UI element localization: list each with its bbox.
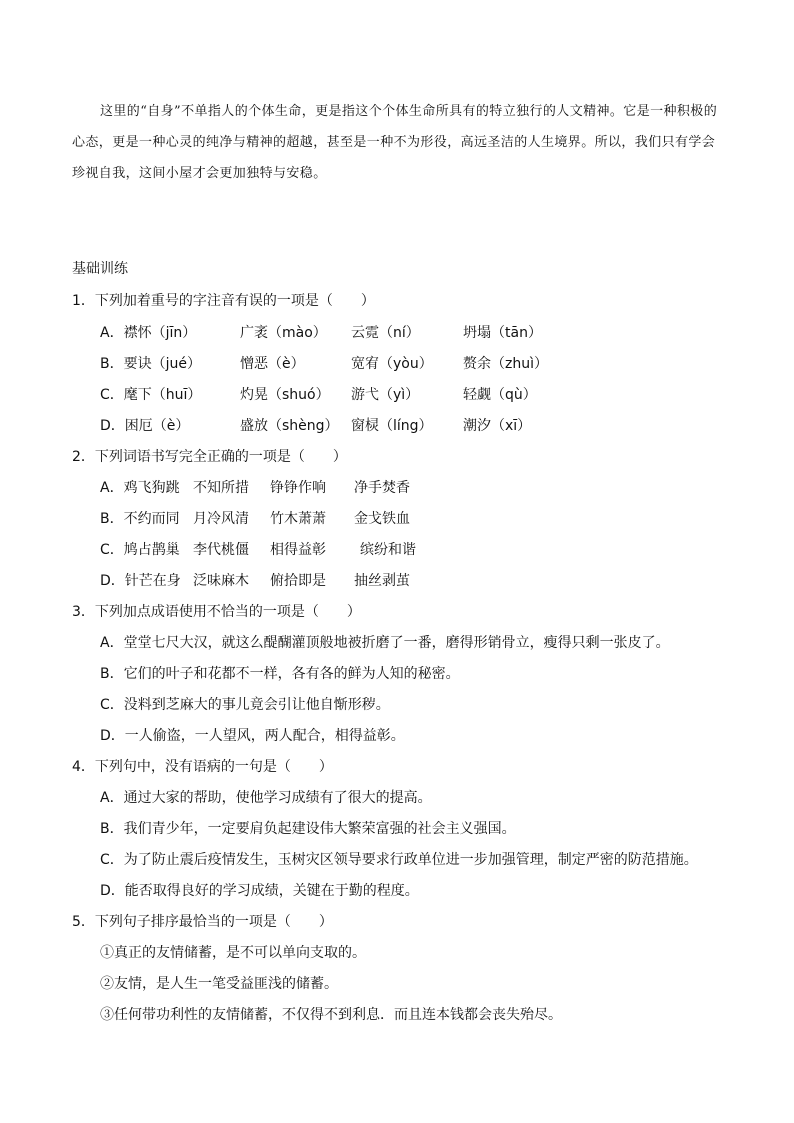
option-cell: 憎恶（è） <box>240 356 305 372</box>
question-5-sentence-2: ②友情，是人生一笔受益匪浅的储蓄。 <box>100 976 338 992</box>
option-cell: 泛味麻木 <box>193 573 249 589</box>
option-cell: 赘余（zhuì） <box>463 356 548 372</box>
question-3-option-c: C．没料到芝麻大的事儿竟会引让他自惭形秽。 <box>100 697 390 713</box>
option-cell: 月冷风清 <box>193 511 249 527</box>
option-cell: 缤纷和谐 <box>360 542 416 558</box>
option-cell: 灼晃（shuó） <box>240 387 330 403</box>
option-cell: 李代桃僵 <box>193 542 249 558</box>
question-2-stem: 2．下列词语书写完全正确的一项是（ ） <box>72 449 347 465</box>
question-3-option-d: D．一人偷盗，一人望风，两人配合，相得益彰。 <box>100 728 405 744</box>
question-4-option-b: B．我们青少年，一定要肩负起建设伟大繁荣富强的社会主义强国。 <box>100 821 516 837</box>
option-cell: 不知所措 <box>193 480 249 496</box>
option-cell: B．不约而同 <box>100 511 180 527</box>
option-cell: A．襟怀（jīn） <box>100 325 197 341</box>
option-cell: 净手焚香 <box>354 480 410 496</box>
option-cell: 金戈铁血 <box>354 511 410 527</box>
question-5-stem: 5．下列句子排序最恰当的一项是（ ） <box>72 914 333 930</box>
option-cell: D．困厄（è） <box>100 418 190 434</box>
option-cell: 广袤（mào） <box>240 325 327 341</box>
section-title: 基础训练 <box>72 261 128 277</box>
question-3-stem: 3．下列加点成语使用不恰当的一项是（ ） <box>72 604 361 620</box>
option-cell: 潮汐（xī） <box>463 418 532 434</box>
option-cell: 窗棂（líng） <box>351 418 433 434</box>
option-cell: C．鸠占鹊巢 <box>100 542 180 558</box>
option-cell: B．要诀（jué） <box>100 356 201 372</box>
intro-paragraph: 这里的“自身”不单指人的个体生命，更是指这个个体生命所具有的特立独行的人文精神。它是一种积极的心态，更是一种心灵的纯净与精神的超越，甚至是一种不为形役，高远圣洁的人生境界。所以，我们只有学会珍视自我，这间小屋才会更加独特与安稳。 <box>72 104 718 181</box>
option-cell: 俯拾即是 <box>270 573 326 589</box>
question-5-sentence-3: ③任何带功利性的友情储蓄，不仅得不到利息．而且连本钱都会丧失殆尽。 <box>100 1007 562 1023</box>
option-cell: 相得益彰 <box>270 542 326 558</box>
option-cell: 坍塌（tān） <box>463 325 542 341</box>
option-cell: A．鸡飞狗跳 <box>100 480 180 496</box>
option-cell: 盛放（shèng） <box>240 418 339 434</box>
option-cell: D．针芒在身 <box>100 573 181 589</box>
option-cell: 轻觑（qù） <box>463 387 537 403</box>
option-cell: C．麾下（huī） <box>100 387 202 403</box>
option-cell: 竹木萧萧 <box>270 511 326 527</box>
question-3-option-a: A．堂堂七尺大汉，就这么醍醐灌顶般地被折磨了一番，磨得形销骨立，瘦得只剩一张皮了。 <box>100 635 670 651</box>
option-cell: 云霓（ní） <box>351 325 420 341</box>
option-cell: 铮铮作响 <box>270 480 326 496</box>
question-4-option-a: A．通过大家的帮助，使他学习成绩有了很大的提高。 <box>100 790 432 806</box>
question-4-option-c: C．为了防止震后疫情发生，玉树灾区领导要求行政单位进一步加强管理，制定严密的防范措施。 <box>100 852 698 868</box>
option-cell: 游弋（yì） <box>351 387 420 403</box>
question-4-option-d: D．能否取得良好的学习成绩，关键在于勤的程度。 <box>100 883 419 899</box>
option-cell: 宽宥（yòu） <box>351 356 433 372</box>
question-5-sentence-1: ①真正的友情储蓄，是不可以单向支取的。 <box>100 945 366 961</box>
question-4-stem: 4．下列句中，没有语病的一句是（ ） <box>72 759 333 775</box>
question-1-stem: 1．下列加着重号的字注音有误的一项是（ ） <box>72 293 375 309</box>
option-cell: 抽丝剥茧 <box>354 573 410 589</box>
question-3-option-b: B．它们的叶子和花都不一样，各有各的鲜为人知的秘密。 <box>100 666 460 682</box>
